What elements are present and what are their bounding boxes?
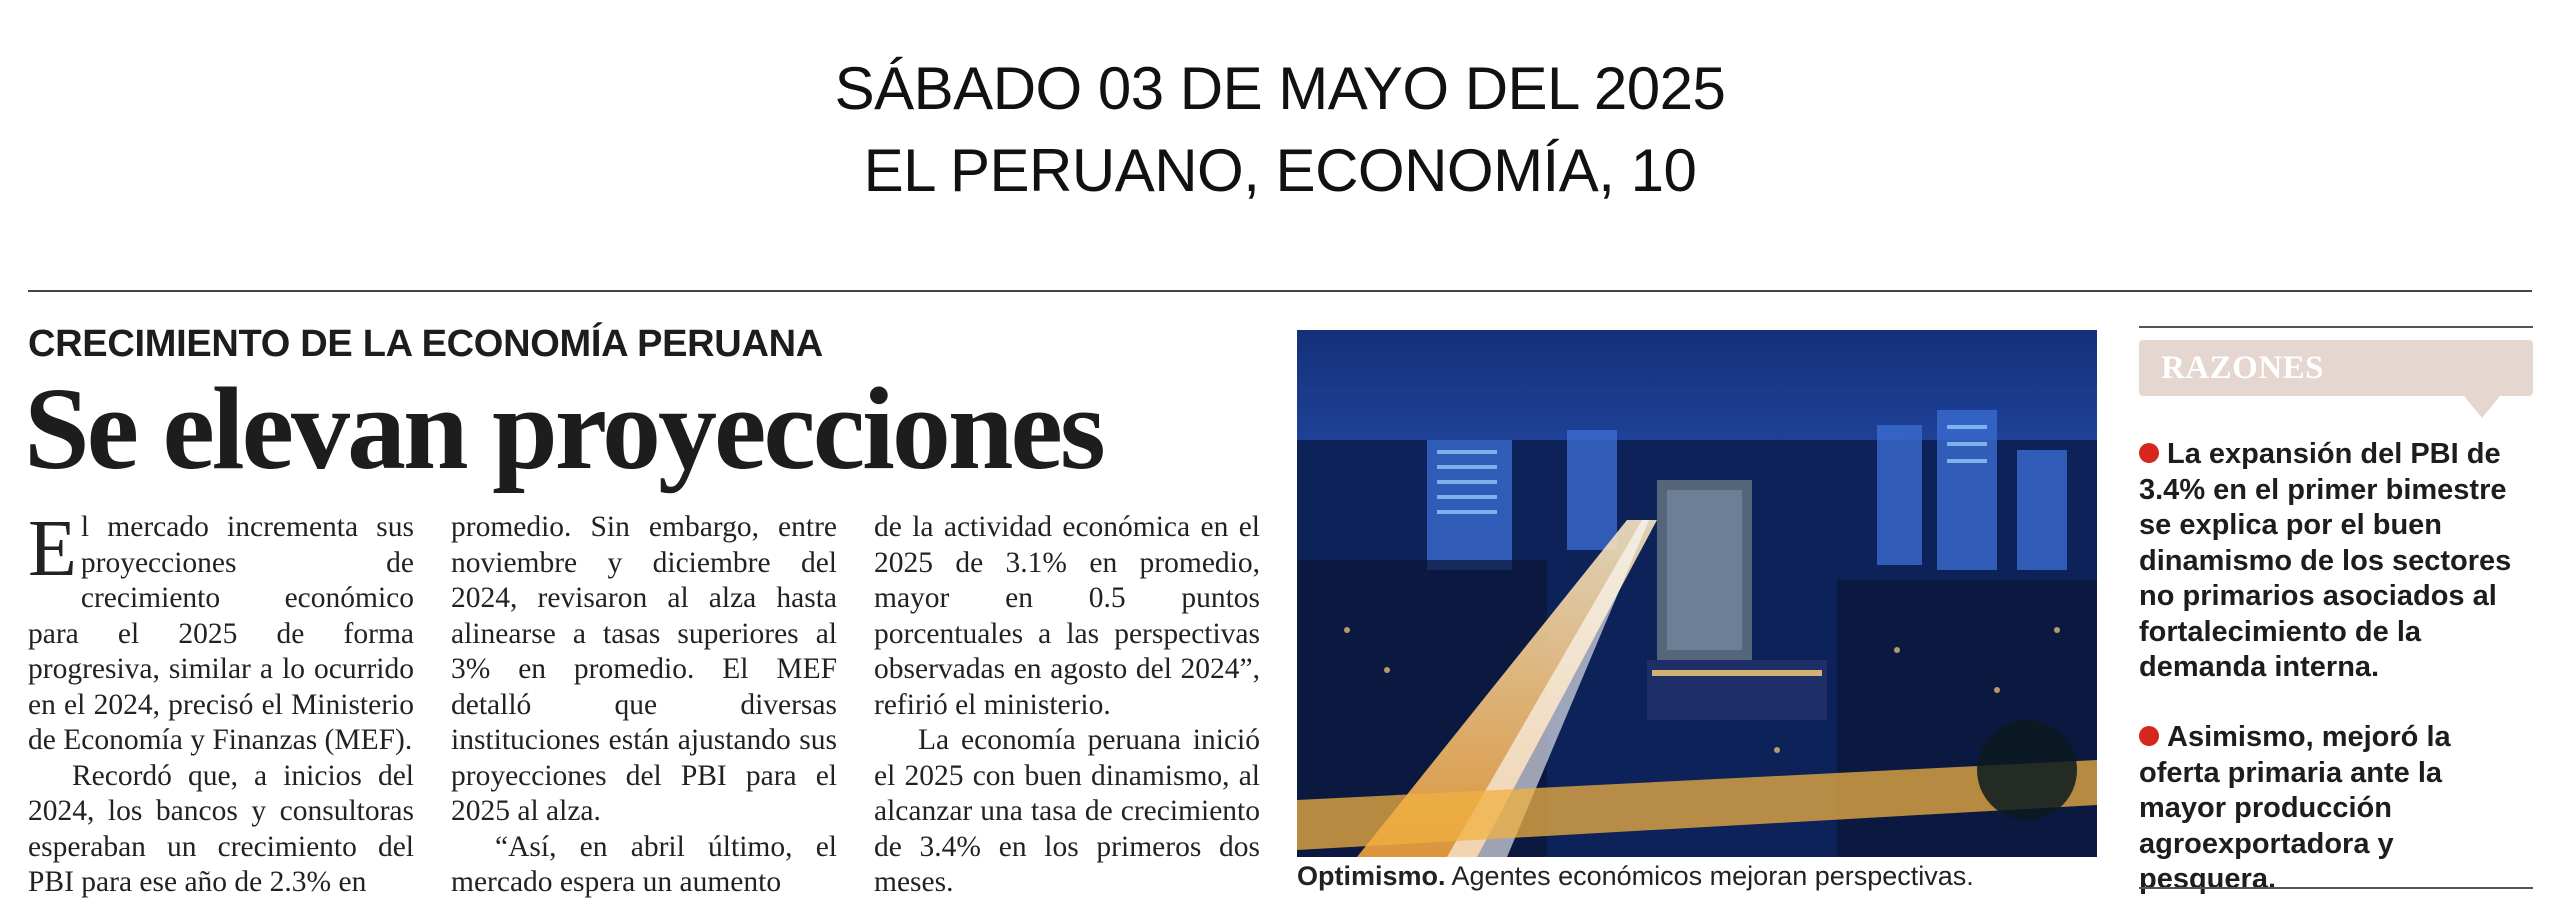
article-column-3 (874, 510, 1260, 901)
article-headline: Se elevan proyecciones (24, 363, 1103, 494)
paragraph: promedio. Sin embargo, entre noviembre y diciembre del 2024, revisaron al alza hasta alinearse a tasas superiores al 3% en promedio. El MEF detalló que diversas instituciones están ajustando sus proyecciones del PBI para el 2025 al alza. (451, 511, 837, 827)
paragraph: de la actividad económica en el 2025 de 3.1% en promedio, mayor en 0.5 puntos porcentuales a las perspectivas observadas en agosto del 2024”, refirió el ministerio. (874, 511, 1260, 721)
article-kicker: CRECIMIENTO DE LA ECONOMÍA PERUANA (28, 323, 823, 365)
sidebar-top-rule (2139, 326, 2533, 328)
reason-text: Asimismo, mejoró la oferta primaria ante la mayor producción agroexportadora y pesquera. (2139, 721, 2451, 895)
paragraph: La economía peruana inició el 2025 con buen dinamismo, al alcanzar una tasa de crecimiento de 3.4% en los primeros dos meses. (874, 724, 1260, 898)
sidebar-reason (2139, 720, 2533, 898)
paragraph (28, 505, 414, 759)
cityscape-illustration (1297, 330, 2097, 857)
section-line: EL PERUANO, ECONOMÍA, 10 (863, 137, 1697, 204)
date-line: SÁBADO 03 DE MAYO DEL 2025 (834, 55, 1726, 122)
caption-text: Agentes económicos mejoran perspectivas. (1445, 861, 1974, 891)
bullet-icon (2139, 726, 2159, 746)
paragraph: “Así, en abril último, el mercado espera un aumento (451, 830, 837, 898)
sidebar-bottom-rule (2139, 887, 2533, 889)
reason-text: La expansión del PBI de 3.4% en el primer bimestre se explica por el buen dinamismo de los sectores no primarios asociados al fortalecimiento de la demanda interna. (2139, 438, 2512, 683)
city-night-photo (1297, 330, 2097, 857)
sidebar-tag-label: RAZONES (2161, 350, 2325, 386)
article-column-2 (451, 510, 837, 901)
paragraph-text: l mercado incrementa sus proyecciones de crecimiento económico para el 2025 de forma progresiva, similar a lo ocurrido en el 2024, precisó el Ministerio de Economía y Finanzas (MEF). (28, 511, 414, 756)
article-column-1 (28, 505, 414, 901)
page-header (0, 48, 2560, 212)
top-divider (28, 290, 2532, 292)
bullet-icon (2139, 443, 2159, 463)
paragraph: Recordó que, a inicios del 2024, los bancos y consultoras esperaban un crecimiento del PBI para ese año de 2.3% en (28, 759, 414, 898)
sidebar-tag-pointer (2464, 396, 2500, 418)
caption-lead: Optimismo. (1297, 861, 1446, 891)
sidebar-reason (2139, 437, 2533, 686)
photo-caption (1297, 860, 2117, 892)
drop-cap: E (28, 505, 77, 593)
